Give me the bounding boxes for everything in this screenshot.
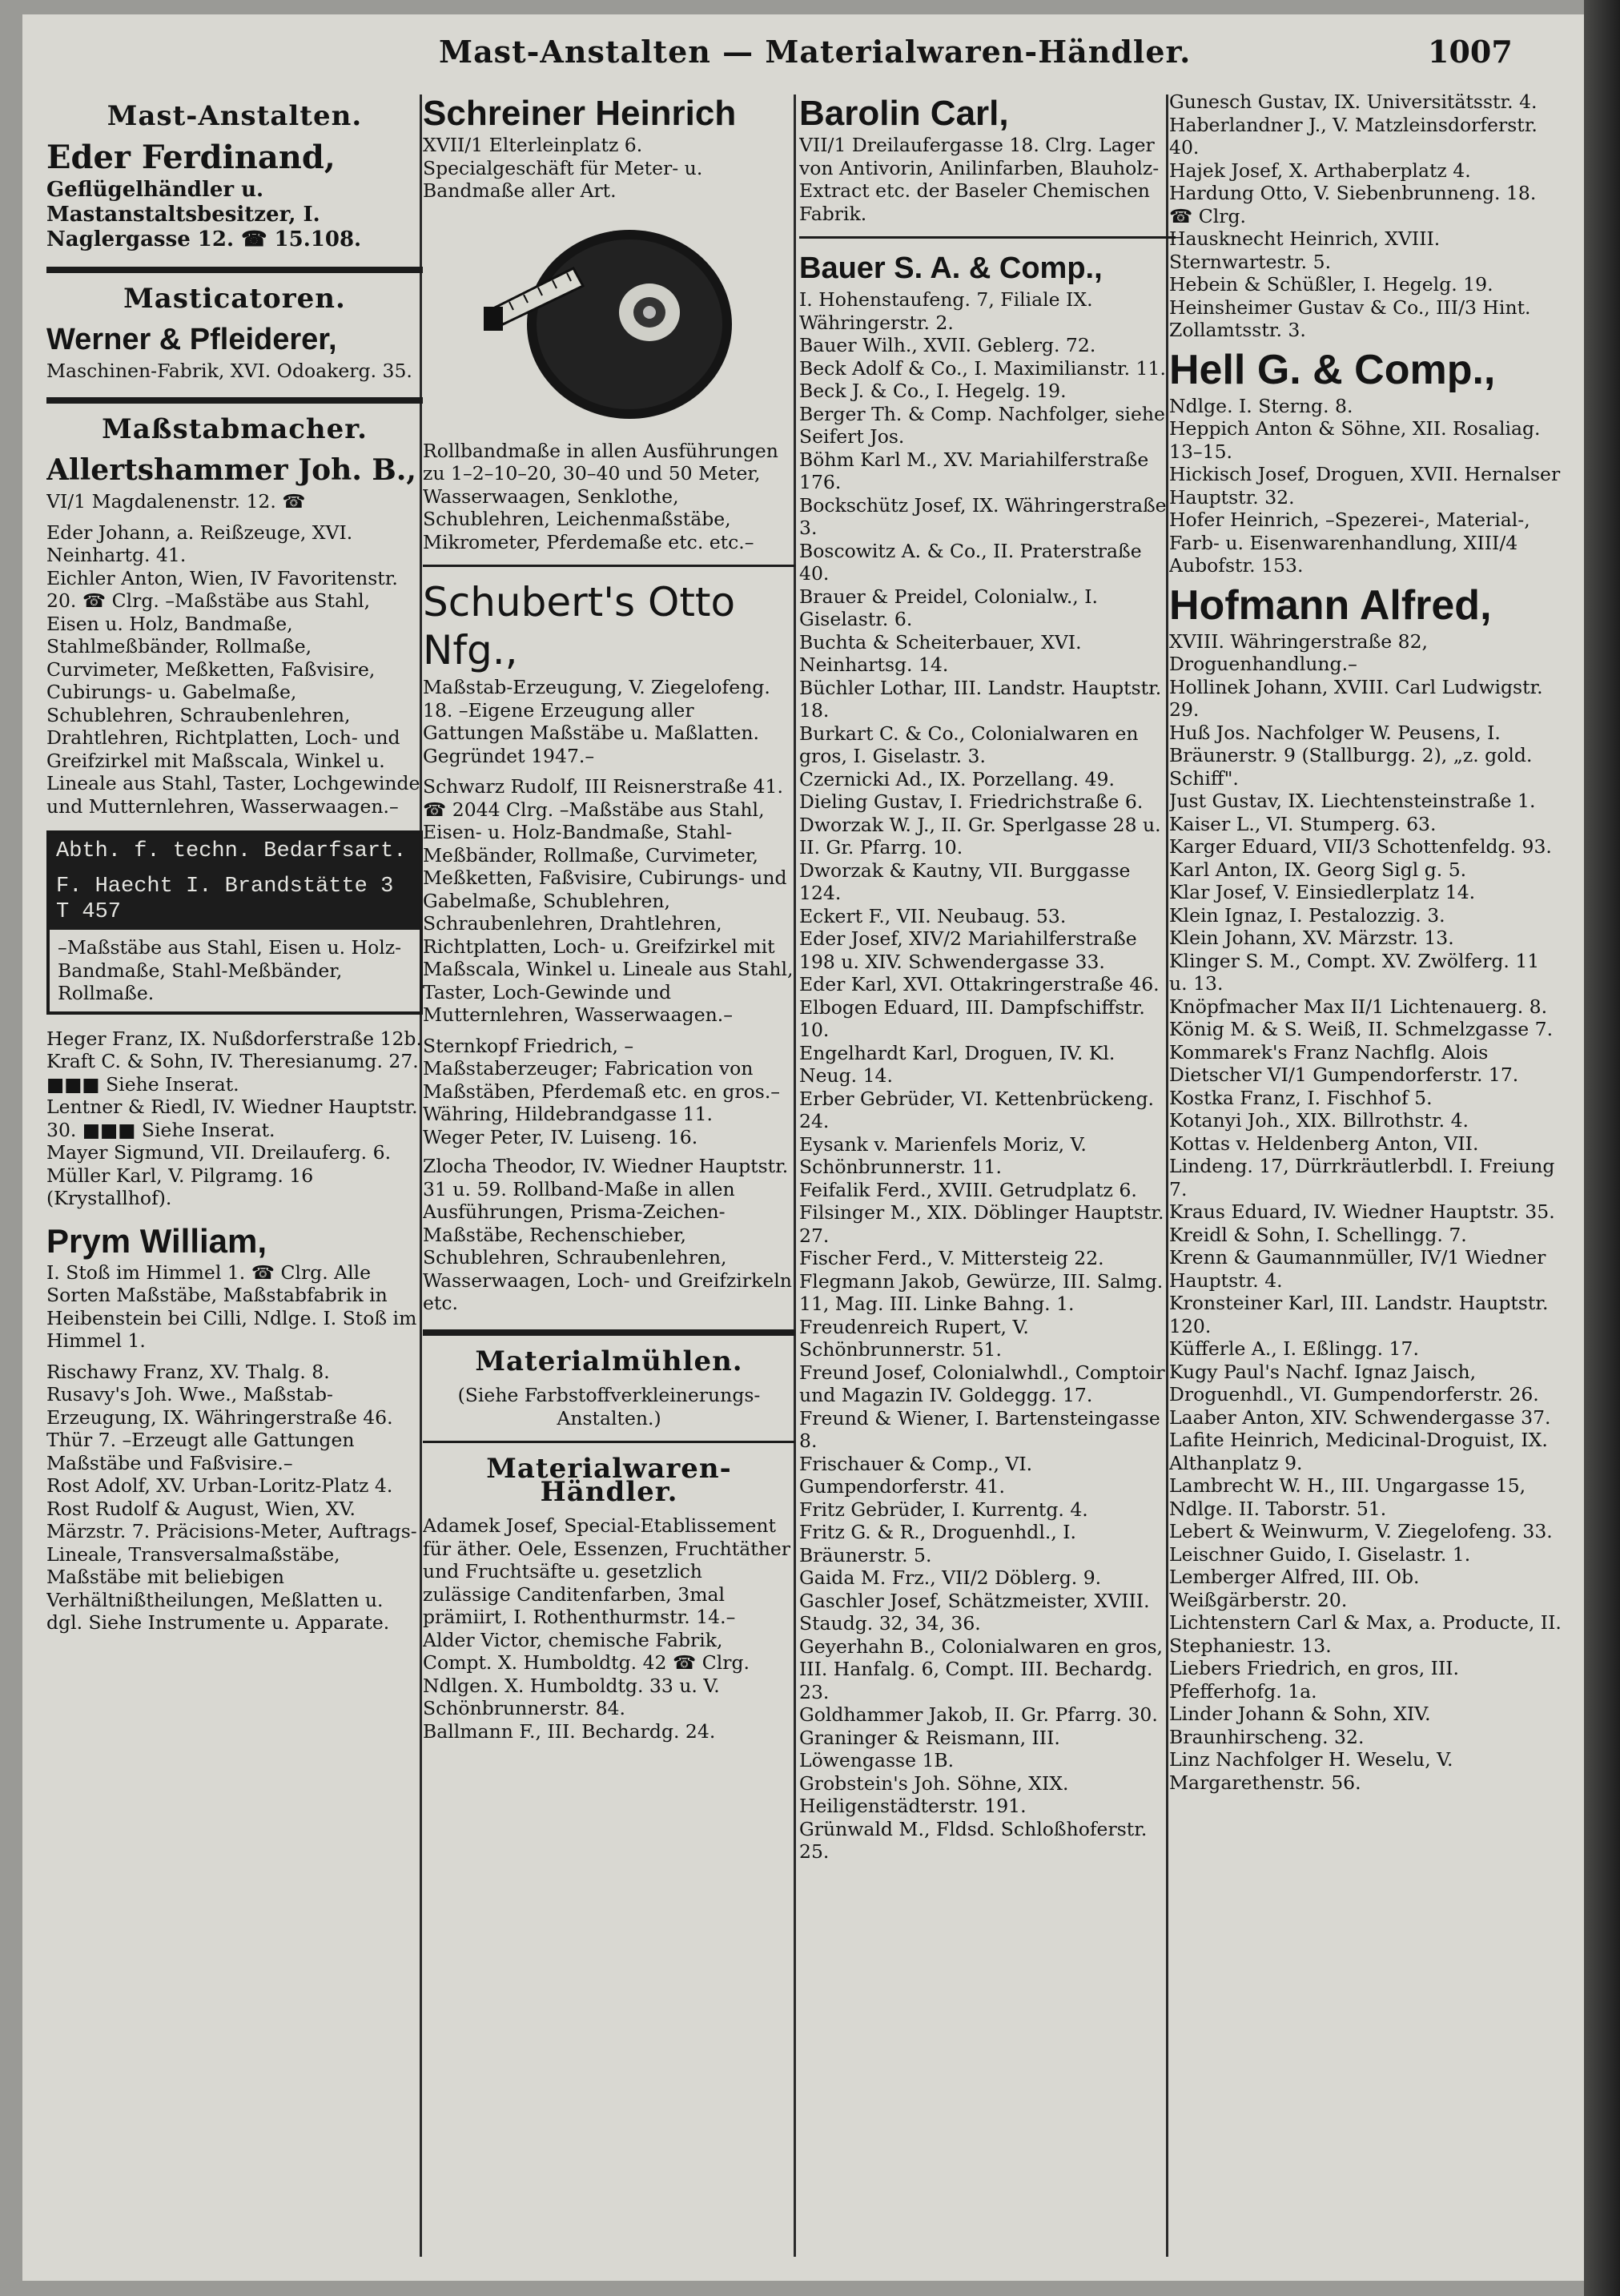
entry-allertshammer: VI/1 Magdalenenstr. 12. ☎ bbox=[46, 490, 306, 513]
directory-entry: Buchta & Scheiterbauer, XVI. Neinhartsg. 14. bbox=[799, 630, 1082, 676]
directory-entry: Kaiser L., VI. Stumperg. 63. bbox=[1169, 812, 1437, 835]
directory-entry: Karger Eduard, VII/3 Schottenfeldg. 93. bbox=[1169, 835, 1552, 858]
directory-entry: Linz Nachfolger H. Weselu, V. Margarethenstr. 56. bbox=[1169, 1748, 1453, 1794]
directory-entry: Filsinger M., XIX. Döblinger Hauptstr. 27. bbox=[799, 1201, 1164, 1247]
directory-entry: Grünwald M., Fldsd. Schloßhoferstr. 25. bbox=[799, 1817, 1148, 1863]
entry-name-eder: Eder Ferdinand, bbox=[46, 138, 336, 176]
directory-entry: Hajek Josef, X. Arthaberplatz 4. bbox=[1169, 159, 1471, 182]
directory-entry: Feifalik Ferd., XVIII. Getrudplatz 6. bbox=[799, 1178, 1137, 1201]
directory-entry: Erber Gebrüder, VI. Kettenbrückeng. 24. bbox=[799, 1087, 1155, 1132]
entry-list-col3 bbox=[799, 334, 1176, 1864]
column-3 bbox=[799, 90, 1176, 1864]
directory-entry: Kugy Paul's Nachf. Ignaz Jaisch, Droguenhdl., VI. Gumpendorferstr. 26. bbox=[1169, 1360, 1539, 1405]
entry-hofmann: XVIII. Währingerstraße 82, Droguenhandlung.– bbox=[1169, 629, 1429, 675]
entry-name-schubert: Schubert's Otto Nfg., bbox=[423, 579, 736, 674]
directory-entry: Hebein & Schüßler, I. Hegelg. 19. bbox=[1169, 273, 1493, 296]
entry-eichler: Eichler Anton, Wien, IV Favoritenstr. 20. ☎ Clrg. –Maßstäbe aus Stahl, Eisen u. Holz, Bandmaße, Stahlmeßbänder, Rollmaße, Curvimeter, Meßketten, Faßvisire, Cubirungs- u. Gabelmaße, Schublehren, Schraubenlehren, Drahtlehren, Richtplatten, Loch- und Greifzirkel mit Maßscala, Winkel u. Lineale aus Stahl, Taster, Lochgewinde und Mutternlehren, Wasserwaagen.– bbox=[46, 566, 420, 818]
directory-entry: Leischner Guido, I. Giselastr. 1. bbox=[1169, 1542, 1471, 1566]
directory-entry: Hickisch Josef, Droguen, XVII. Hernalser Hauptstr. 32. bbox=[1169, 463, 1561, 509]
ad-text: –Maßstäbe aus Stahl, Eisen u. Holz-Bandmaße, Stahl-Meßbänder, Rollmaße. bbox=[58, 936, 402, 1004]
entry-name-bauer: Bauer S. A. & Comp., bbox=[799, 251, 1103, 285]
entry-schwarz: Schwarz Rudolf, III Reisnerstraße 41. ☎ 2044 Clrg. –Maßstäbe aus Stahl, Eisen- u. Holz-Bandmaße, Stahl-Meßbänder, Rollmaße, Curvimeter, Meßketten, Faßvisire, Cubirungs- und Gabelmaße, Schublehren, Schraubenlehren, Drahtlehren, Richtplatten, Loch- u. Greifzirkel mit Maßscala, Winkel u. Lineale aus Stahl, Taster, Loch-Gewinde und Mutternlehren, Wasserwaagen.– bbox=[423, 775, 794, 1026]
directory-entry: Küfferle A., I. Eßlingg. 17. bbox=[1169, 1337, 1419, 1360]
directory-entry: Beck J. & Co., I. Hegelg. 19. bbox=[799, 380, 1067, 402]
directory-entry: Bauer Wilh., XVII. Geblerg. 72. bbox=[799, 334, 1096, 356]
directory-entry: Huß Jos. Nachfolger W. Peusens, I. Bräunerstr. 9 (Stallburgg. 2), „z. gold. Schiff". bbox=[1169, 721, 1533, 790]
entry-sternkopf: Sternkopf Friedrich, –Maßstaberzeuger; Fabrication von Maßstäben, Pferdemaß etc. en gros.– Währing, Hildebrandgasse 11. bbox=[423, 1034, 781, 1125]
tape-measure-illustration bbox=[477, 212, 742, 428]
divider bbox=[423, 1441, 795, 1443]
directory-entry: Böhm Karl M., XV. Mariahilferstraße 176. bbox=[799, 448, 1149, 493]
entry-schreiner: XVII/1 Elterleinplatz 6. Specialgeschäft für Meter- u. Bandmaße aller Art. bbox=[423, 134, 703, 202]
framed-advertisement bbox=[46, 830, 423, 1015]
running-title: Mast-Anstalten — Materialwaren-Händler. bbox=[439, 34, 1192, 70]
entry-heger: Heger Franz, IX. Nußdorferstraße 12b. bbox=[46, 1027, 422, 1050]
directory-entry: Engelhardt Karl, Droguen, IV. Kl. Neug. 14. bbox=[799, 1041, 1116, 1087]
directory-page bbox=[22, 14, 1584, 2281]
directory-entry: Burkart C. & Co., Colonialwaren en gros, I. Giselastr. 3. bbox=[799, 722, 1139, 767]
materialmuehlen-note: (Siehe Farbstoffverkleinerungs-Anstalten.) bbox=[457, 1384, 761, 1429]
entry-list-col4-b bbox=[1169, 417, 1562, 577]
directory-entry: Klinger S. M., Compt. XV. Zwölferg. 11 u. 13. bbox=[1169, 949, 1540, 995]
directory-entry: Dieling Gustav, I. Friedrichstraße 6. bbox=[799, 790, 1144, 813]
directory-entry: Freudenreich Rupert, V. Schönbrunnerstr. 51. bbox=[799, 1315, 1029, 1361]
directory-entry: Kotanyi Joh., XIX. Billrothstr. 4. bbox=[1169, 1109, 1469, 1132]
directory-entry: Klein Ignaz, I. Pestalozzig. 3. bbox=[1169, 903, 1445, 927]
directory-entry: Eder Karl, XVI. Ottakringerstraße 46. bbox=[799, 973, 1160, 995]
entry-bauer: I. Hohenstaufeng. 7, Filiale IX. Währingerstr. 2. bbox=[799, 288, 1093, 334]
entry-lentner: Lentner & Riedl, IV. Wiedner Hauptstr. 30. ■■■ Siehe Inserat. bbox=[46, 1096, 418, 1141]
section-divider bbox=[46, 267, 423, 273]
directory-entry: Bockschütz Josef, IX. Währingerstraße 3. bbox=[799, 493, 1167, 539]
directory-entry: Gaschler Josef, Schätzmeister, XVIII. Staudg. 32, 34, 36. bbox=[799, 1589, 1150, 1635]
entry-barolin: VII/1 Dreilaufergasse 18. Clrg. Lager von Antivorin, Anilinfarben, Blauholz-Extract etc. der Baseler Chemischen Fabrik. bbox=[799, 134, 1160, 225]
column-4 bbox=[1169, 90, 1562, 1794]
directory-entry: Kronsteiner Karl, III. Landstr. Hauptstr. 120. bbox=[1169, 1292, 1549, 1337]
directory-entry: Kraus Eduard, IV. Wiedner Hauptstr. 35. bbox=[1169, 1200, 1555, 1223]
directory-entry: Berger Th. & Comp. Nachfolger, siehe Seifert Jos. bbox=[799, 402, 1165, 448]
entry-name-allertshammer: Allertshammer Joh. B., bbox=[46, 453, 416, 487]
entry-rost-rudolf: Rost Rudolf & August, Wien, XV. Märzstr. 7. Präcisions-Meter, Auftrags-Lineale, Transversalmaßstäbe, Maßstäbe mit beliebigen Verhältnißtheilungen, Meßlatten u. dgl. Siehe Instrumente u. Apparate. bbox=[46, 1497, 417, 1634]
entry-name-hell: Hell G. & Comp., bbox=[1169, 346, 1496, 393]
directory-entry: Elbogen Eduard, III. Dampfschiffstr. 10. bbox=[799, 995, 1145, 1041]
section-heading-massstabmacher: Maßstabmacher. bbox=[102, 412, 368, 445]
directory-entry: Graninger & Reismann, III. Löwengasse 1B. bbox=[799, 1726, 1060, 1771]
directory-entry: Dworzak & Kautny, VII. Burggasse 124. bbox=[799, 858, 1131, 904]
directory-entry: Hausknecht Heinrich, XVIII. Sternwartestr. 5. bbox=[1169, 227, 1441, 273]
directory-entry: Lichtenstern Carl & Max, a. Producte, II. Stephaniestr. 13. bbox=[1169, 1611, 1562, 1657]
directory-entry: Fritz G. & R., Droguenhdl., I. Bräunerstr. 5. bbox=[799, 1521, 1077, 1566]
divider bbox=[799, 236, 1176, 239]
directory-entry: Just Gustav, IX. Liechtensteinstraße 1. bbox=[1169, 790, 1536, 812]
entry-name-schreiner: Schreiner Heinrich bbox=[423, 94, 737, 133]
entry-name-barolin: Barolin Carl, bbox=[799, 94, 1009, 133]
directory-entry: Frischauer & Comp., VI. Gumpendorferstr. 41. bbox=[799, 1452, 1033, 1498]
directory-entry: Eysank v. Marienfels Moriz, V. Schönbrunnerstr. 11. bbox=[799, 1132, 1087, 1178]
tape-measure-icon bbox=[477, 212, 742, 428]
entry-name-prym: Prym William, bbox=[46, 1221, 267, 1260]
entry-name-hofmann: Hofmann Alfred, bbox=[1169, 581, 1492, 629]
entry-eder: Geflügelhändler u. Mastanstaltsbesitzer, I. Naglergasse 12. ☎ 15.108. bbox=[46, 177, 362, 251]
entry-adamek: Adamek Josef, Special-Etablissement für äther. Oele, Essenzen, Fruchtäther und Fruchtsäfte u. gesetzlich zulässige Canditenfarben, 3mal prämiirt, I. Rothenthurmstr. 14.– bbox=[423, 1514, 790, 1628]
entry-name-werner: Werner & Pfleiderer, bbox=[46, 323, 337, 356]
entry-zlocha: Zlocha Theodor, IV. Wiedner Hauptstr. 31 u. 59. Rollband-Maße in allen Ausführungen, Prisma-Zeichen-Maßstäbe, Rechenschieber, Schublehren, Schraubenlehren, Wasserwaagen, Loch- und Greifzirkeln etc. bbox=[423, 1155, 792, 1314]
entry-mueller: Müller Karl, V. Pilgramg. 16 (Krystallhof). bbox=[46, 1164, 314, 1209]
section-divider bbox=[423, 1329, 795, 1336]
directory-entry: Geyerhahn B., Colonialwaren en gros, III. Hanfalg. 6, Compt. III. Bechardg. 23. bbox=[799, 1635, 1163, 1703]
directory-entry: Kreidl & Sohn, I. Schellingg. 7. bbox=[1169, 1223, 1467, 1246]
directory-entry: Kommarek's Franz Nachflg. Alois Dietscher VI/1 Gumpendorferstr. 17. bbox=[1169, 1040, 1519, 1086]
directory-entry: Brauer & Preidel, Colonialw., I. Giselastr. 6. bbox=[799, 585, 1098, 630]
directory-entry: Klar Josef, V. Einsiedlerplatz 14. bbox=[1169, 881, 1476, 903]
directory-entry: Büchler Lothar, III. Landstr. Hauptstr. 18. bbox=[799, 676, 1162, 722]
directory-entry: Kottas v. Heldenberg Anton, VII. Lindeng. 17, Dürrkräutlerbdl. I. Freiung 7. bbox=[1169, 1132, 1555, 1200]
directory-entry: Goldhammer Jakob, II. Gr. Pfarrg. 30. bbox=[799, 1703, 1158, 1726]
directory-entry: Heppich Anton & Söhne, XII. Rosaliag. 13–15. bbox=[1169, 417, 1541, 463]
entry-ballmann: Ballmann F., III. Bechardg. 24. bbox=[423, 1719, 716, 1743]
page-number: 1007 bbox=[1428, 34, 1513, 70]
directory-entry: Lemberger Alfred, III. Ob. Weißgärberstr. 20. bbox=[1169, 1566, 1420, 1611]
entry-weger: Weger Peter, IV. Luiseng. 16. bbox=[423, 1125, 698, 1148]
entry-rusavy: Rusavy's Joh. Wwe., Maßstab-Erzeugung, IX. Währingerstraße 46. Thür 7. –Erzeugt alle Gattungen Maßstäbe und Faßvisire.– bbox=[46, 1383, 393, 1474]
directory-entry: Czernicki Ad., IX. Porzellang. 49. bbox=[799, 767, 1115, 790]
directory-entry: Knöpfmacher Max II/1 Lichtenauerg. 8. bbox=[1169, 995, 1548, 1018]
directory-entry: Freund & Wiener, I. Bartensteingasse 8. bbox=[799, 1406, 1160, 1452]
directory-entry: Linder Johann & Sohn, XIV. Braunhirscheng. 32. bbox=[1169, 1703, 1431, 1748]
entry-rost-adolf: Rost Adolf, XV. Urban-Loritz-Platz 4. bbox=[46, 1474, 393, 1497]
section-heading-materialmuehlen: Materialmühlen. bbox=[475, 1345, 743, 1377]
directory-entry: Kostka Franz, I. Fischhof 5. bbox=[1169, 1086, 1433, 1109]
ad-inverted-line-2: F. Haecht I. Brandstätte 3 T 457 bbox=[50, 869, 420, 930]
directory-entry: Beck Adolf & Co., I. Maximilianstr. 11. bbox=[799, 356, 1166, 380]
directory-entry: Karl Anton, IX. Georg Sigl g. 5. bbox=[1169, 858, 1467, 881]
directory-entry: Fischer Ferd., V. Mittersteig 22. bbox=[799, 1247, 1104, 1269]
directory-entry: Eder Josef, XIV/2 Mariahilferstraße 198 u. XIV. Schwendergasse 33. bbox=[799, 927, 1137, 973]
entry-list-col4-c bbox=[1169, 676, 1562, 1795]
entry-alder: Alder Victor, chemische Fabrik, Compt. X. Humboldtg. 42 ☎ Clrg. Ndlgen. X. Humboldtg. 33 u. V. Schönbrunnerstr. 84. bbox=[423, 1628, 750, 1719]
directory-entry: Lambrecht W. H., III. Ungargasse 15, Ndlge. II. Taborstr. 51. bbox=[1169, 1474, 1526, 1520]
directory-entry: Lafite Heinrich, Medicinal-Droguist, IX. Althanplatz 9. bbox=[1169, 1429, 1548, 1474]
entry-eder-johann: Eder Johann, a. Reißzeuge, XVI. Neinhartg. 41. bbox=[46, 521, 353, 566]
entry-mayer: Mayer Sigmund, VII. Dreilauferg. 6. bbox=[46, 1141, 392, 1164]
column-1 bbox=[46, 90, 423, 1635]
directory-entry: Hardung Otto, V. Siebenbrunneng. 18. ☎ Clrg. bbox=[1169, 182, 1537, 227]
column-2 bbox=[423, 90, 795, 1743]
section-divider bbox=[46, 397, 423, 404]
entry-kraft: Kraft C. & Sohn, IV. Theresianumg. 27. ■■■ Siehe Inserat. bbox=[46, 1050, 419, 1096]
directory-entry: Eckert F., VII. Neubaug. 53. bbox=[799, 904, 1067, 927]
directory-entry: Flegmann Jakob, Gewürze, III. Salmg. 11, Mag. III. Linke Bahng. 1. bbox=[799, 1269, 1164, 1315]
divider bbox=[423, 565, 795, 567]
section-heading-masticatoren: Masticatoren. bbox=[123, 282, 346, 315]
directory-entry: Boscowitz A. & Co., II. Praterstraße 40. bbox=[799, 539, 1142, 585]
entry-prym: I. Stoß im Himmel 1. ☎ Clrg. Alle Sorten Maßstäbe, Maßstabfabrik in Heibenstein bei Cilli, Ndlge. I. Stoß im Himmel 1. bbox=[46, 1261, 417, 1352]
directory-entry: Gaida M. Frz., VII/2 Döblerg. 9. bbox=[799, 1566, 1102, 1589]
directory-entry: Haberlandner J., V. Matzleinsdorferstr. 40. bbox=[1169, 113, 1538, 159]
directory-entry: Hofer Heinrich, –Spezerei-, Material-, Farb- u. Eisenwarenhandlung, XIII/4 Aubofstr. 153. bbox=[1169, 509, 1530, 577]
directory-entry: König M. & S. Weiß, II. Schmelzgasse 7. bbox=[1169, 1018, 1554, 1040]
directory-entry: Laaber Anton, XIV. Schwendergasse 37. bbox=[1169, 1405, 1551, 1429]
entry-schubert: Maßstab-Erzeugung, V. Ziegelofeng. 18. –Eigene Erzeugung aller Gattungen Maßstäbe u. Maßlatten. Gegründet 1947.– bbox=[423, 676, 770, 767]
section-heading-materialwaren-haendler: Materialwaren-Händler. bbox=[486, 1453, 732, 1508]
directory-entry: Grobstein's Joh. Söhne, XIX. Heiligenstädterstr. 191. bbox=[799, 1771, 1069, 1817]
directory-entry: Krenn & Gaumannmüller, IV/1 Wiedner Hauptstr. 4. bbox=[1169, 1246, 1546, 1292]
directory-entry: Liebers Friedrich, en gros, III. Pfefferhofg. 1a. bbox=[1169, 1657, 1459, 1703]
directory-entry: Dworzak W. J., II. Gr. Sperlgasse 28 u. II. Gr. Pfarrg. 10. bbox=[799, 813, 1161, 858]
directory-entry: Gunesch Gustav, IX. Universitätsstr. 4. bbox=[1169, 90, 1538, 113]
directory-entry: Klein Johann, XV. Märzstr. 13. bbox=[1169, 927, 1454, 949]
directory-entry: Hollinek Johann, XVIII. Carl Ludwigstr. 29. bbox=[1169, 675, 1543, 721]
entry-hell: Ndlge. I. Sterng. 8. bbox=[1169, 394, 1353, 417]
directory-entry: Lebert & Weinwurm, V. Ziegelofeng. 33. bbox=[1169, 1520, 1553, 1542]
directory-entry: Heinsheimer Gustav & Co., III/3 Hint. Zollamtsstr. 3. bbox=[1169, 296, 1531, 341]
entry-rischawy: Rischawy Franz, XV. Thalg. 8. bbox=[46, 1360, 330, 1383]
page-edge-shadow bbox=[1584, 0, 1620, 2296]
ad-inverted-line-1: Abth. f. techn. Bedarfsart. bbox=[50, 834, 420, 869]
directory-entry: Freund Josef, Colonialwhdl., Comptoir und Magazin IV. Goldeggg. 17. bbox=[799, 1361, 1165, 1406]
entry-list-col4-a bbox=[1169, 90, 1562, 342]
page-header bbox=[22, 29, 1584, 77]
tape-caption: Rollbandmaße in allen Ausführungen zu 1–2–10–20, 30–40 und 50 Meter, Wasserwaagen, Senklothe, Schublehren, Leichenmaßstäbe, Mikrometer, Pferdemaße etc. etc.– bbox=[423, 439, 778, 553]
directory-entry: Fritz Gebrüder, I. Kurrentg. 4. bbox=[799, 1498, 1088, 1521]
entry-werner: Maschinen-Fabrik, XVI. Odoakerg. 35. bbox=[46, 360, 412, 382]
section-heading-mast-anstalten: Mast-Anstalten. bbox=[107, 100, 363, 132]
